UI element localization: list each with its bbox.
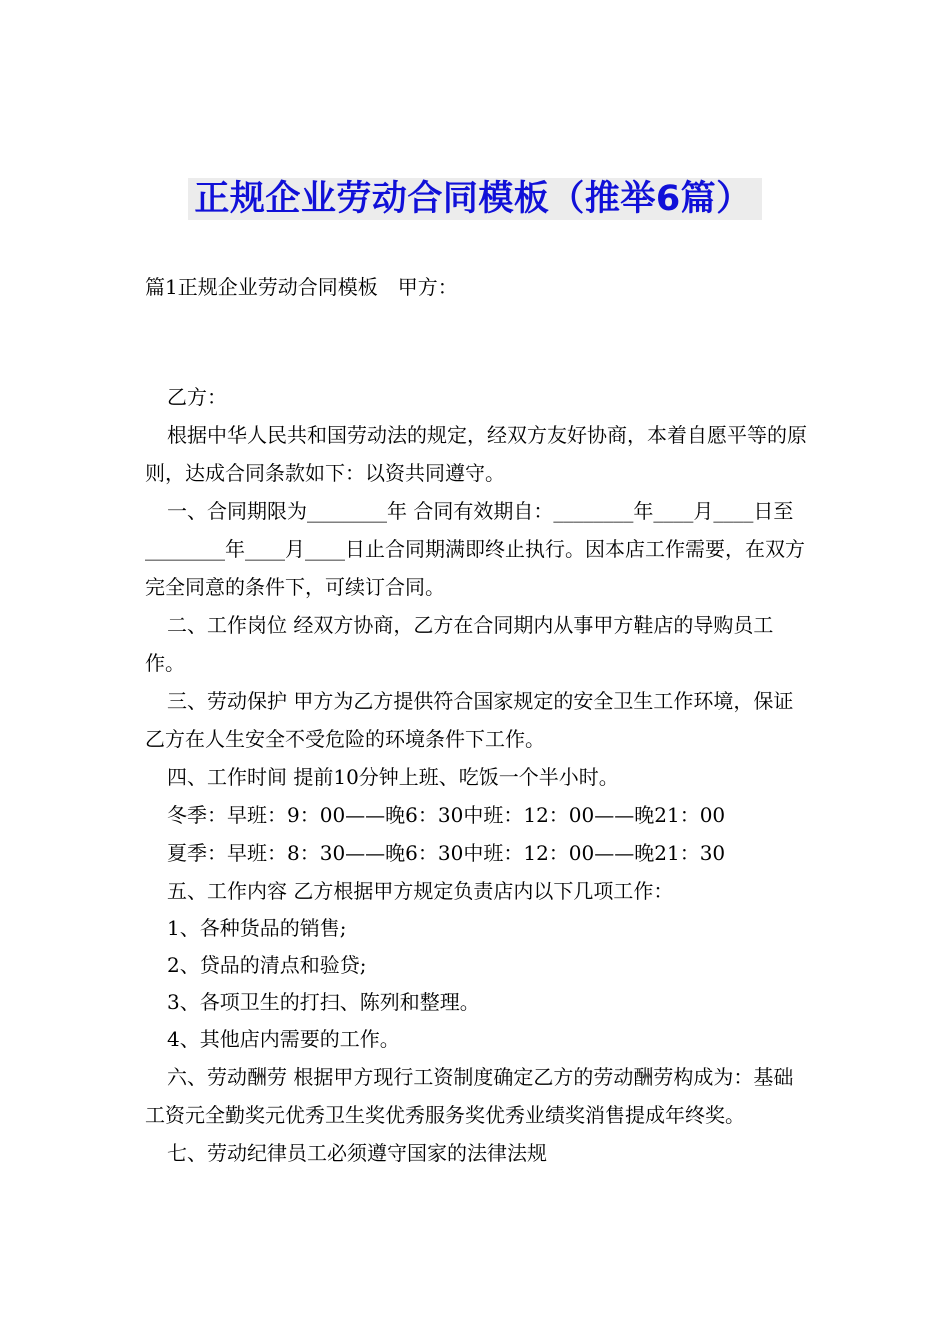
duty-item: 4、其他店内需要的工作。 — [167, 1027, 400, 1051]
clause-remuneration: 六、劳动酬劳 根据甲方现行工资制度确定乙方的劳动酬劳构成为：基础工资元全勤奖元优秀卫生奖优秀服务奖优秀业绩奖消售提成年终奖。 — [145, 1065, 794, 1127]
clause-hours: 四、工作时间 提前10分钟上班、吃饭一个半小时。 — [167, 765, 619, 789]
contract-body — [145, 378, 810, 1172]
preamble-paragraph: 根据中华人民共和国劳动法的规定，经双方友好协商，本着自愿平等的原则，达成合同条款如下：以资共同遵守。 — [145, 423, 807, 485]
clause-term: 一、合同期限为________年 合同有效期自：________年____月____日至________年____月____日止合同期满即终止执行。因本店工作需要，在双方完全同意的条件下，可续订合同。 — [145, 499, 805, 599]
winter-schedule: 冬季：早班：9：00——晚6：30中班：12：00——晚21：00 — [167, 803, 726, 827]
title-container — [0, 178, 950, 220]
duty-item: 1、各种货品的销售; — [167, 916, 347, 940]
clause-discipline: 七、劳动纪律员工必须遵守国家的法律法规 — [167, 1141, 547, 1165]
duty-item: 2、贷品的清点和验贷; — [167, 953, 367, 977]
section-heading: 篇1正规企业劳动合同模板 甲方： — [145, 275, 458, 299]
summer-schedule: 夏季：早班：8：30——晚6：30中班：12：00——晚21：30 — [167, 841, 726, 865]
clause-position: 二、工作岗位 经双方协商，乙方在合同期内从事甲方鞋店的导购员工作。 — [145, 613, 774, 675]
clause-protection: 三、劳动保护 甲方为乙方提供符合国家规定的安全卫生工作环境，保证乙方在人生安全不受危险的环境条件下工作。 — [145, 689, 794, 751]
duty-item: 3、各项卫生的打扫、陈列和整理。 — [167, 990, 480, 1014]
party-b-line: 乙方： — [167, 385, 227, 409]
document-title: 正规企业劳动合同模板（推举6篇） — [188, 178, 761, 220]
clause-duties: 五、工作内容 乙方根据甲方规定负责店内以下几项工作： — [167, 879, 674, 903]
